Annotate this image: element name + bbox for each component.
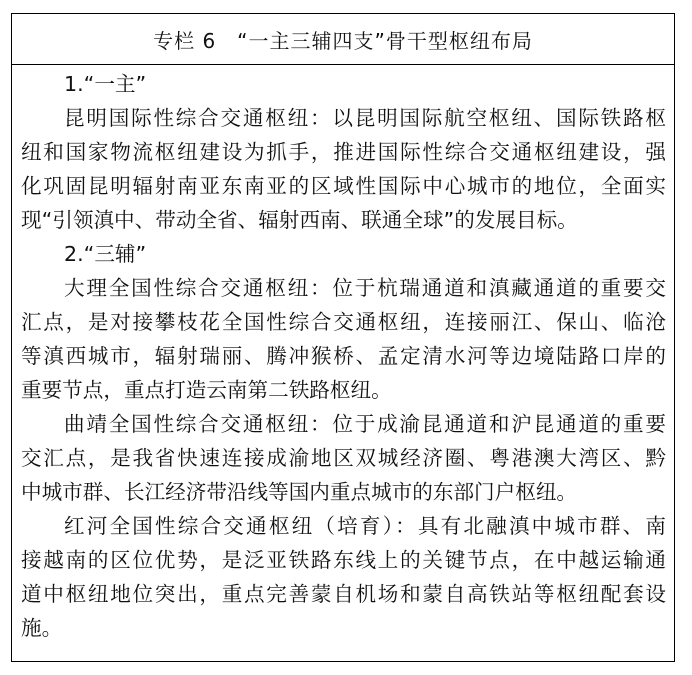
paragraph-line: 现“引领滇中、带动全省、辐射西南、联通全球”的发展目标。 — [21, 208, 578, 232]
column-title-text: 专栏 6 “一主三辅四支”骨干型枢纽布局 — [153, 28, 533, 53]
paragraph-line: 重要节点，重点打造云南第二铁路枢纽。 — [21, 378, 392, 402]
paragraph-line: 中城市群、长江经济带沿线等国内重点城市的东部门户枢纽。 — [21, 480, 578, 504]
paragraph-honghe — [21, 509, 666, 645]
paragraph-dali — [21, 271, 666, 407]
paragraph-line: 红河全国性综合交通枢纽（培育）：具有北融滇中城市群、南 — [64, 514, 666, 538]
paragraph-line: 施。 — [21, 616, 63, 640]
paragraph-line: 纽和国家物流枢纽建设为抓手，推进国际性综合交通枢纽建设，强 — [21, 140, 666, 164]
column-content — [12, 65, 674, 645]
paragraph-qujing — [21, 407, 666, 509]
paragraph-line: 昆明国际性综合交通枢纽：以昆明国际航空枢纽、国际铁路枢 — [64, 106, 666, 130]
column-box — [11, 13, 675, 662]
section-heading: 2.“三辅” — [64, 242, 147, 266]
paragraph-line: 等滇西城市，辐射瑞丽、腾冲猴桥、孟定清水河等边境陆路口岸的 — [21, 344, 666, 368]
paragraph-line: 曲靖全国性综合交通枢纽：位于成渝昆通道和沪昆通道的重要 — [64, 412, 666, 436]
section-heading: 1.“一主” — [64, 72, 147, 96]
column-title — [12, 14, 674, 65]
paragraph-line: 大理全国性综合交通枢纽：位于杭瑞通道和滇藏通道的重要交 — [64, 276, 666, 300]
paragraph-line: 汇点，是对接攀枝花全国性综合交通枢纽，连接丽江、保山、临沧 — [21, 310, 666, 334]
paragraph-kunming — [21, 101, 666, 237]
paragraph-line: 交汇点，是我省快速连接成渝地区双城经济圈、粤港澳大湾区、黔 — [21, 446, 666, 470]
paragraph-line: 化巩固昆明辐射南亚东南亚的区域性国际中心城市的地位，全面实 — [21, 174, 666, 198]
paragraph-line: 接越南的区位优势，是泛亚铁路东线上的关键节点，在中越运输通 — [21, 548, 666, 572]
paragraph-line: 道中枢纽地位突出，重点完善蒙自机场和蒙自高铁站等枢纽配套设 — [21, 582, 666, 606]
